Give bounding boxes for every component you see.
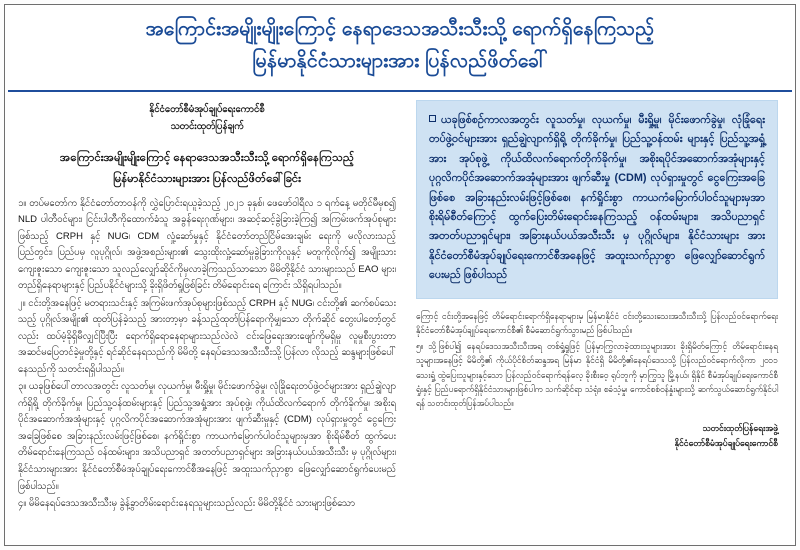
paragraph-3: ၃။ ယခုဖြစ်ပေါ်တာလအတွင်း လူသတ်မှု၊ လုယက်မှု၊ မီးရှို့မှု၊ မိုင်းဖောက်ခွဲမှု၊ လုံခြိုရေးတပ်ဖွဲ့ဝင်များအား ရှည်ချွဲလျာက်ရှိရို့ တိုက်ခိုက်မှု၊ ပြည်သူ့ဝန်ထမ်းများနှင့် ပြည်သူ့အရှုံ့အား အုပ်စုဖွဲ့၊ ကိုယ်ထိလက်ရောက် တိုက်ခိုက်မှု၊ အစိုးရပိုင်အဆောက်အအုံများနှင့် ပုဂ္ဂလိကပိုင်အဆောက်အအုံများအား ဖျက်ဆီးမှုနှင့် (CDM) လုပ်ရှားမှုတွင် ငွေကြေးအခြေဖြစ်စေ အခြားနည်းလမ်းဖြင့်ဖြစ်စေ၊ နက်ရှိုင်းစွာ ကာယကံမြောက်ပါဝင်သူများမှအာ စိုးရိမ်စီတ် ထွက်ပေးတိမ်ရောင်းနေကြသည် ဝန်ထမ်းများ၊ အသိပညာရှင် အတတ်ပညာရှင်များ အခြားနယ်ပယ်အသီးသီး မှ ပုဂ္ဂိုလ်များ၊ နိုင်ငံသားများအား နိုင်ငံတော်စီမံအုပ်ချုပ်ရေးကောင်စီအနေဖြင့် အထူးသက်ညှာစွာ ဖြေလျှော်ဆောင်ရွက်ပေးမည် ဖြစ်ပါသည်။ xyxy=(18,381,396,492)
headline-banner xyxy=(8,8,792,92)
page-title-line-2: မြန်မာနိုင်ငံသားများအား ပြန်လည်ဖိတ်ခေါ်ခြင်း xyxy=(112,172,302,185)
page-title xyxy=(18,148,396,190)
paragraph-1: ၁။ တပ်မတော်က နိုင်ငံတော်တာဝန်ကို လွှဲပြောင်းရယူခဲ့သည့် ၂၀၂၁ ခုနှစ်၊ ဖေဖော်ဝါရီလ ၁ ရက်နေ့ မတိုင်မီမှစ၍ NLD ပါတီဝင်များ၊ ငြင်းပါတီကိုထောက်ခံသူ အခွန်ရေးဂုဏ်များ၊ အဆင့်ဆင့်ခွဲခြားခဲ့ကြ၍ အကြမ်းဖက်အုပ်စုများဖြစ်သည့် CRPH နှင့် NUG၊ CDM လှုံ့ဆော်မှုနှင့် နိုင်ငံတော်တည်ငြိမ်အေးချမ်း ရေးကို မလိုလားသည့် ပြည်တွင်း၊ ပြည်ပမှ လူပုဂ္ဂိုလ်၊ အဖွဲ့အစည်းများ၏ သွေးထိုးလှုံ့ဆော်မှုခွဲခြားကိုလူနှင့် မတူကိုလိုက်၍ အမျိုးသား ကျေးဇူးသော ကျေးဇူးသော သူလည်လျှော်ဆိုင်ကိုမှလာခဲ့ကြသည်သာသော မိမိတို့နိုင်ငံ သားများသည် EAO များ၊ တည်ရှိနေရာများနှင့် ပြည်ပနိုင်ငံများသို့ ခိုးရှိဖိတ်ရှုဖြစ်ခြင်း တိမ်ရောင်းရေ ကြောင်း သိရှိရပါသည်။ xyxy=(18,197,396,292)
pull-quote-text xyxy=(429,111,765,286)
issuing-authority xyxy=(18,102,396,136)
paragraph-4: ၄။ မိမိနေရပ်ဒေသအသီးသီးမှ ခွဲန့်ခွာတိမ်းရောင်းနေရသူများသည်လည်း မိမိတို့နိုင်ငံ သားများဖြစ်သော xyxy=(18,498,356,510)
square-bullet-icon xyxy=(429,115,436,122)
left-paragraphs xyxy=(18,196,396,513)
continued-notes xyxy=(416,309,778,411)
right-column xyxy=(408,94,784,542)
signature-line-1: သတင်းထုတ်ပြန်ရေးအဖွဲ့ xyxy=(702,422,778,433)
page-title-line-1: အကြောင်းအမျိုးမျိုးကြောင့် နေရာဒေသအသီးသီးသို့ ရောက်ရှိနေကြသည့် xyxy=(59,151,355,164)
note-paragraph-1: ကြောင့် ငင်းတို့အနေဖြင့် တိမ်ရောင်းရောက်ရှိနေရာများမှ မြန်မာနိုင်ငံ ငင်းတို့သေးသေးအသီးသီးသို့ ပြန်လည်ဝင်ရောက်ရေး နိုင်ငံတော်စီမံအုပ်ချုပ်ရေးကောင်စီ၏ စီမံဆောင်ရွက်သွားမည် ဖြစ်ပါသည်။ xyxy=(416,310,778,335)
left-column xyxy=(8,94,408,542)
authority-name: နိုင်ငံတော်စီမံအုပ်ချုပ်ရေးကောင်စီ xyxy=(149,104,265,115)
note-paragraph-2: ၅။ သို့ဖြစ်ပါ၍ နေရပ်ဒေသအသီးသီးအရ တစ်ရှုံ့ရှုဖြင့် ပြန်မှာကြွလာခဲ့ထားသူများအား ခိုးရှိမိတ်ကြောင့် တိမ်ရောင်းနေရသူများအနေဖြင့် မိမိတို့၏ ကိုယ်ပိုင်စိတ်ဆန္ဒအရ မြန်မာ နိုင်ငံရှိ မိမိတို့၏နေရပ်ဒေသသို့ ပြန်လည်ဝင်ရောက်လိုကာ ၂၀၁၁ သေးရှုံ့ ထွဲပြေးသူများနှင့်သော ပြန်လည်ဝင်ရောက်ရန်လေ့ ခိုးစီးဝေ့ ရုပ်ဘူကို မှာကြွသူ မြို့နယ်၊ ရှိနိုင် စီမံအုပ်ချုပ်ရေးကောင်စီရှုံးနှင့် ပြည်ပရောက်ရှိနိုင်ငံသားများဖြစ်ပါက သက်ဆိုင်ရာ သံရုံး၊ စခံသံ့မှု၊ ကောင်စစ်ဝန်နှုံးများသို့ ဆက်သွယ်ဆောင်ရွက်နိုင်ပါရန် သတင်းထုတ်ပြန်အပ်ပါသည်။ xyxy=(416,341,778,409)
press-release-label: သတင်းထုတ်ပြန်ချက် xyxy=(170,120,244,132)
pull-quote-body: ယခုဖြစ်စဉ်ကာလအတွင်း လူသတ်မှု၊ လုယက်မှု၊ မီးရှို့မှု၊ မိုင်းဖောက်ခွဲမှု၊ လုံခြုံရေးတပ်ဖွဲ့ဝင်များအား ရှည်ချွဲလျာက်ရှိရို့ တိုက်ခိုက်မှု၊ ပြည်သူ့ဝန်ထမ်း များနှင့် ပြည်သူ့အရှုံ့အား အုပ်စုဖွဲ့ ကိုယ်ထိလက်ရောက်တိုက်ခိုက်မှု၊ အစိုးရပိုင်အဆောက်အအုံများနှင့် ပုဂ္ဂလိကပိုင်အဆောက်အအုံများအား ဖျက်ဆီးမှု (CDM) လုပ်ရှားမှုတွင် ငွေကြေးအခြေဖြစ်စေ အခြားနည်းလမ်းဖြင့်ဖြစ်စေ၊ နက်ရှိုင်းစွာ ကာယကံမြောက်ပါဝင်သူများမှအာ စိုးရိမ်စီတ်ကြောင့် ထွက်ပြေးတိမ်းရောင်းနေကြသည့် ဝန်ထမ်းများ၊ အသိပညာရှင် အတတ်ပညာရှင်များ၊ အခြားနယ်ပယ်အသီးသီး မှ ပုဂ္ဂိုလ်များ၊ နိုင်ငံသားများ အား နိုင်ငံတော်စီမံအုပ်ချုပ်ရေးကောင်စီအနေဖြင့် အထူးသက်ညှာစွာ ဖြေလျှော်ဆောင်ရွက်ပေးမည် ဖြစ်ပါသည် xyxy=(429,114,765,282)
signature-block xyxy=(416,421,778,452)
headline-line-1: အကြောင်းအမျိုးမျိုးကြောင့် နေရာဒေသအသီးသီးသို့ ရောက်ရှိနေကြသည့် xyxy=(145,18,655,40)
headline-line-2: မြန်မာနိုင်ငံသားများအား ပြန်လည်ဖိတ်ခေါ် xyxy=(252,49,548,72)
paragraph-2: ၂။ ငင်းတို့အနေဖြင့် မတရားသင်းနှင့် အကြမ်းဖက်အုပ်စုများဖြစ်သည့် CRPH နှင့် NUG၊ ငင်းတို့၏ ဆက်စပ်သေးသည့် ပုဂ္ဂိုလ်အမျိုး၏ ထုတ်ပြန်ခဲ့သည့် အားတာ့မှာ ခန့်သည့်ထုတ်ပြန်ရောကိုမျှသော တိုက်ဆိုင် တွေးပါတော့်တွင်လည်း ထပ်မံ့ခိုရှိမီလျှင်ပြီးပြီး ရောက်ရှိရောနေရာများသည်လဲလဲ ငင်းဖြေရေးအားဖျော်ကိုမရှိမှု လူမှုစီးပွားတာ အဆင်မပြေတင်ခဲ့မှုတို့နှင့် ရင်ဆိုင်နေရသည်ကို မိမိတို့ နေရပ်ဒေသအသီးသီးသို့ ပြန်လာ လိုသည့် ဆန္ဒများဖြစ်ပေါ်နေသည်ကို သတင်းရရှိပါသည်။ xyxy=(18,297,396,375)
pull-quote-panel xyxy=(416,100,778,299)
signature-line-2: နိုင်ငံတော်စီမံအုပ်ချုပ်ရေးကောင်စီ xyxy=(674,437,778,448)
document-body xyxy=(8,94,792,542)
